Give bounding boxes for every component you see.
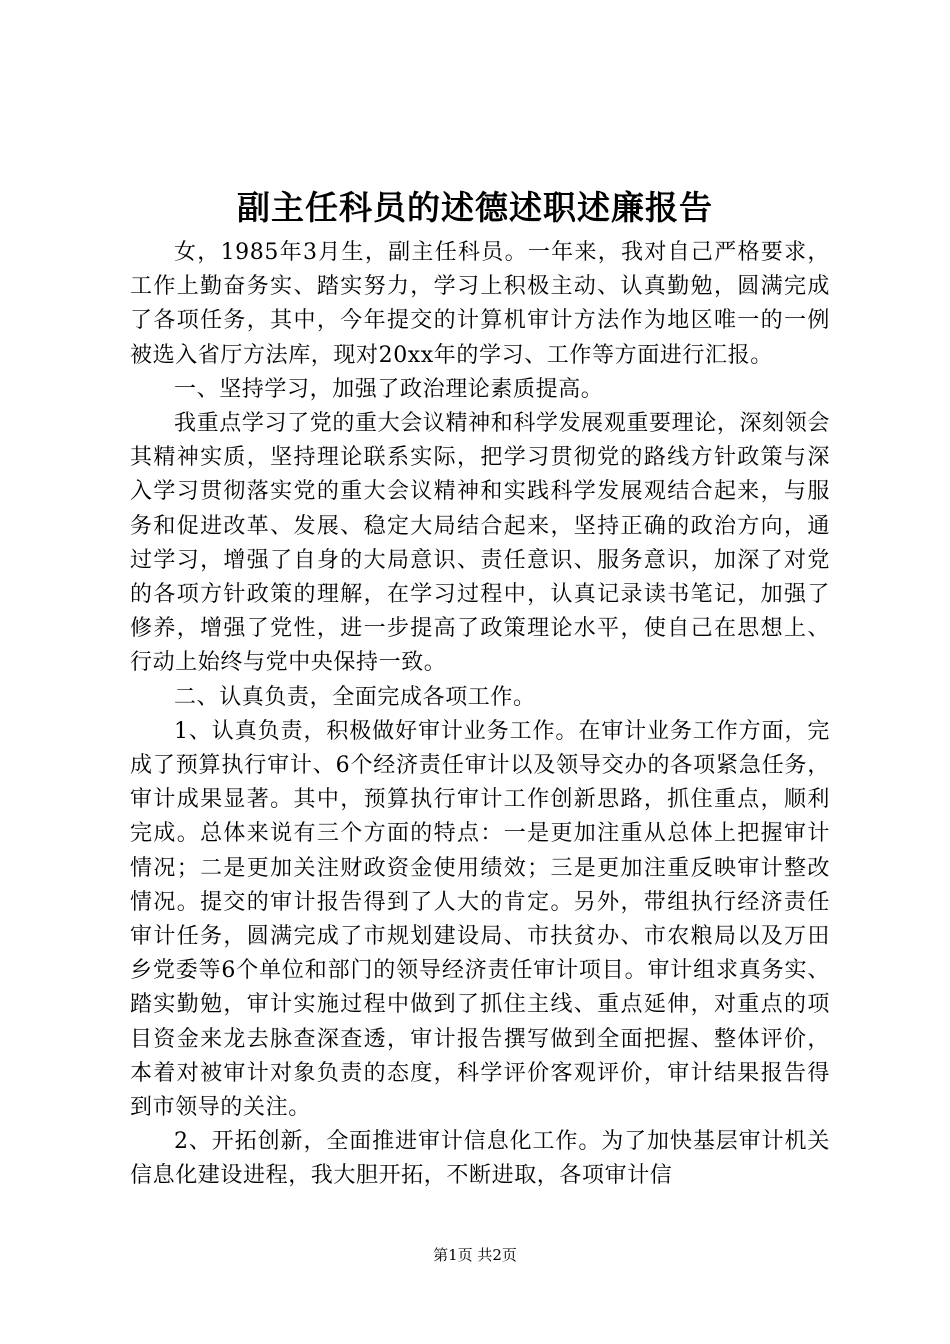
heading-section-2: 二、认真负责，全面完成各项工作。 [174,684,536,710]
page-footer: 第1页 共2页 [433,1246,517,1264]
document-title: 副主任科员的述德述职述廉报告 [237,188,713,227]
paragraph-study: 我重点学习了党的重大会议精神和科学发展观重要理论，深刻领会其精神实质，坚持理论联系实际，把学习贯彻党的路线方针政策与深入学习贯彻落实党的重大会议精神和实践科学发展观结合起来，与服务和促进改革、发展、稳定大局结合起来，坚持正确的政治方向，通过学习，增强了自身的大局意识、责任意识、服务意识，加深了对党的各项方针政策的理解，在学习过程中，认真记录读书笔记，加强了修养，增强了党性，进一步提高了政策理论水平，使自己在思想上、行动上始终与党中央保持一致。 [130,411,830,676]
paragraph-intro: 女，1985年3月生，副主任科员。一年来，我对自己严格要求，工作上勤奋务实、踏实努力，学习上积极主动、认真勤勉，圆满完成了各项任务，其中，今年提交的计算机审计方法作为地区唯一的一例被选入省厅方法库，现对20xx年的学习、工作等方面进行汇报。 [130,240,830,368]
paragraph-audit-work: 1、认真负责，积极做好审计业务工作。在审计业务工作方面，完成了预算执行审计、6个经济责任审计以及领导交办的各项紧急任务，审计成果显著。其中，预算执行审计工作创新思路，抓住重点，顺利完成。总体来说有三个方面的特点：一是更加注重从总体上把握审计情况；二是更加关注财政资金使用绩效；三是更加注重反映审计整改情况。提交的审计报告得到了人大的肯定。另外，带组执行经济责任审计任务，圆满完成了市规划建设局、市扶贫办、市农粮局以及万田乡党委等6个单位和部门的领导经济责任审计项目。审计组求真务实、踏实勤勉，审计实施过程中做到了抓住主线、重点延伸，对重点的项目资金来龙去脉查深查透，审计报告撰写做到全面把握、整体评价，本着对被审计对象负责的态度，科学评价客观评价，审计结果报告得到市领导的关注。 [130,718,830,1121]
document-body [130,236,830,1194]
paragraph-informatization: 2、开拓创新，全面推进审计信息化工作。为了加快基层审计机关信息化建设进程，我大胆开拓，不断进取，各项审计信 [130,1129,830,1189]
heading-section-1: 一、坚持学习，加强了政治理论素质提高。 [174,376,604,402]
